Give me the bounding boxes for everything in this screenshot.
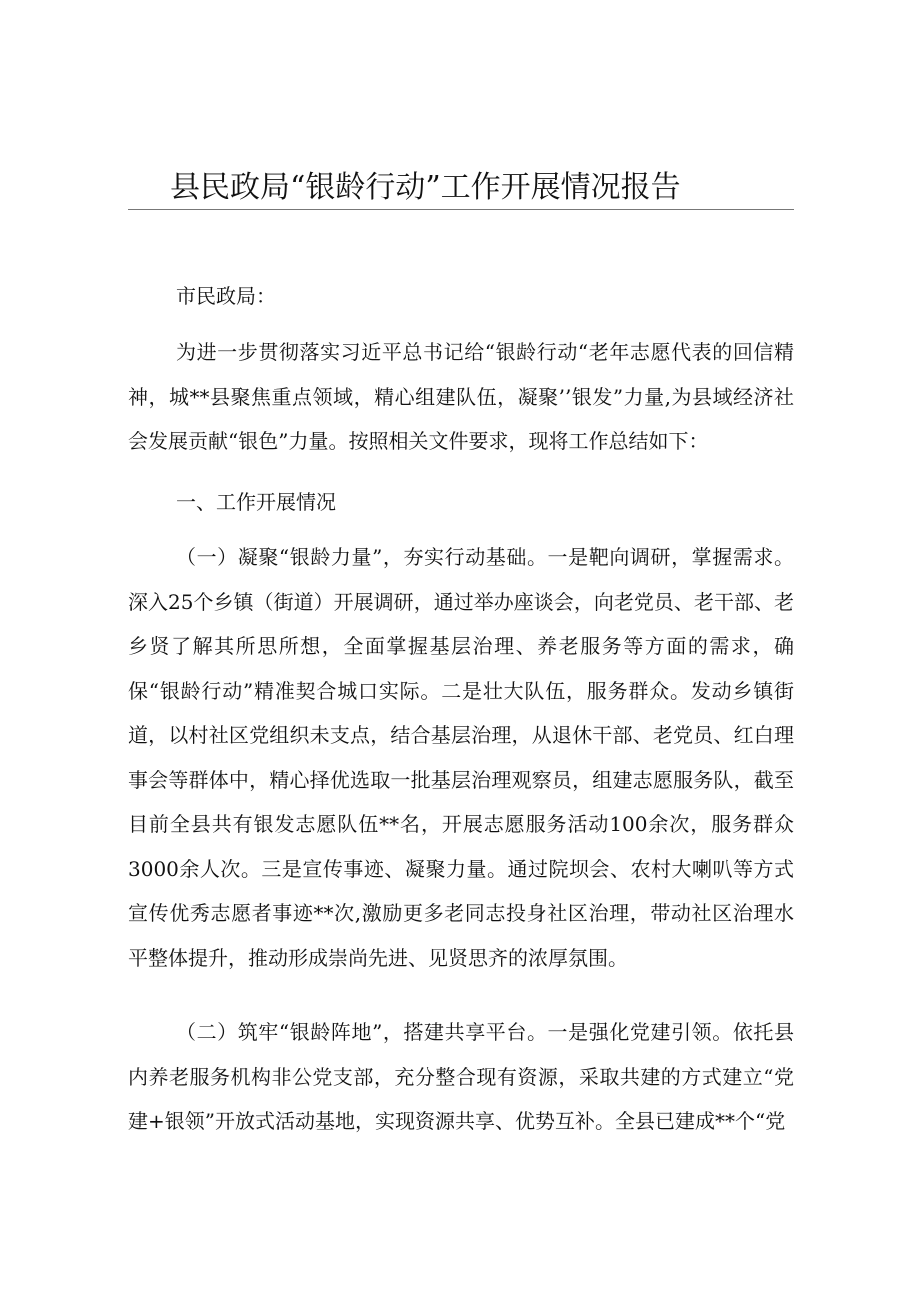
- section-heading-1: 一、工作开展情况: [176, 490, 336, 514]
- paragraph-2: （二）筑牢“银龄阵地”，搭建共享平台。一是强化党建引领。依托县内养老服务机构非公党支部，充分整合现有资源，采取共建的方式建立“党建+银领”开放式活动基地，实现资源共享、优势互补。全县已建成**个“党: [128, 1020, 794, 1133]
- salutation: 市民政局：: [176, 284, 276, 308]
- intro-paragraph: 为进一步贯彻落实习近平总书记给“银龄行动“老年志愿代表的回信精神，城**县聚焦重点领域，精心组建队伍，凝聚’’银发”力量,为县域经济社会发展贡献“银色”力量。按照相关文件要求，现将工作总结如下：: [128, 340, 794, 453]
- title-underline: [128, 209, 794, 210]
- document-title: 县民政局“银龄行动”工作开展情况报告: [170, 170, 681, 205]
- paragraph-1: （一）凝聚“银龄力量”，夯实行动基础。一是靶向调研，掌握需求。深入25个乡镇（街道）开展调研，通过举办座谈会，向老党员、老干部、老乡贤了解其所思所想，全面掌握基层治理、养老服务等方面的需求，确保“银龄行动”精准契合城口实际。二是壮大队伍，服务群众。发动乡镇街道，以村社区党组织未支点，结合基层治理，从退休干部、老党员、红白理事会等群体中，精心择优选取一批基层治理观察员，组建志愿服务队，截至目前全县共有银发志愿队伍**名，开展志愿服务活动100余次，服务群众3000余人次。三是宣传事迹、凝聚力量。通过院坝会、农村大喇叭等方式宣传优秀志愿者事迹**次,激励更多老同志投身社区治理，带动社区治理水平整体提升，推动形成崇尚先进、见贤思齐的浓厚氛围。: [128, 545, 794, 970]
